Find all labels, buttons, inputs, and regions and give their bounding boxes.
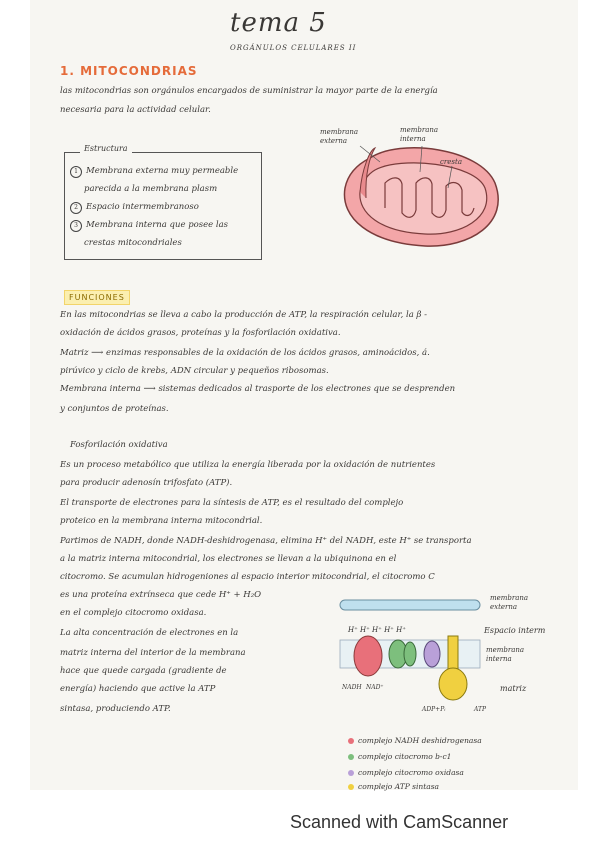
label-nadh: NADH — [342, 684, 362, 691]
fosf-line-7: citocromo. Se acumulan hidrogeniones al espacio interior mitocondrial, el citocromo C — [60, 572, 435, 582]
fosf-line-12: hace que quede cargada (gradiente de — [60, 666, 227, 676]
functions-line-6: y conjuntos de proteínas. — [60, 404, 169, 414]
svg-text:H⁺ H⁺ H⁺ H⁺ H⁺: H⁺ H⁺ H⁺ H⁺ H⁺ — [348, 626, 406, 634]
functions-line-4: pirúvico y ciclo de krebs, ADN circular y pequeños ribosomas. — [60, 366, 329, 376]
label-membrana-externa: membrana externa — [320, 128, 359, 145]
fosf-line-8: es una proteína extrínseca que cede H⁺ + H₂O — [60, 590, 262, 600]
legend-item — [348, 736, 482, 745]
intro-line-2: necesaria para la actividad celular. — [60, 105, 211, 115]
structure-item-text: Espacio intermembranoso — [86, 202, 199, 212]
intro-line-1: las mitocondrias son orgánulos encargados de suministrar la mayor parte de la energía — [60, 86, 438, 96]
label-adp: ADP+Pᵢ — [422, 706, 446, 713]
legend-dot-icon — [348, 738, 354, 744]
structure-label: Estructura — [80, 144, 132, 153]
label-atp: ATP — [474, 706, 487, 713]
functions-line-5: Membrana interna ⟶ sistemas dedicados al trasporte de los electrones que se desprenden — [60, 384, 456, 394]
functions-line-2: oxidación de ácidos grasos, proteínas y la fosforilación oxidativa. — [60, 328, 341, 338]
legend-text: complejo ATP sintasa — [358, 782, 440, 791]
functions-line-1: En las mitocondrias se lleva a cabo la producción de ATP, la respiración celular, la β - — [60, 310, 428, 320]
mitochondrion-diagram — [330, 128, 510, 258]
fosf-line-9: en el complejo citocromo oxidasa. — [60, 608, 207, 618]
fosf-line-5: Partimos de NADH, donde NADH-deshidrogenasa, elimina H⁺ del NADH, este H⁺ se transporta — [60, 536, 472, 546]
label-membrana-interna: membrana interna — [400, 126, 439, 143]
fosforilacion-heading: Fosforilación oxidativa — [70, 440, 168, 450]
funciones-label: FUNCIONES — [64, 290, 130, 305]
fosf-line-1: Es un proceso metabólico que utiliza la energía liberada por la oxidación de nutrientes — [60, 460, 436, 470]
label-chain-membrana-externa: membrana externa — [490, 594, 529, 611]
legend-text: complejo citocromo b-c1 — [358, 752, 452, 761]
camscanner-watermark: Scanned with CamScanner — [290, 812, 509, 832]
structure-item-1 — [70, 162, 238, 181]
legend-item — [348, 752, 451, 761]
structure-item-2 — [70, 198, 199, 217]
fosf-line-3: El transporte de electrones para la síntesis de ATP, es el resultado del complejo — [60, 498, 404, 508]
fosf-line-11: matriz interna del interior de la membrana — [60, 648, 246, 658]
structure-item-text: Membrana interna que posee las — [86, 220, 229, 230]
number-badge: 1 — [70, 166, 82, 178]
label-chain-espacio: Espacio interm — [484, 626, 546, 635]
legend-item — [348, 768, 464, 777]
legend-dot-icon — [348, 784, 354, 790]
electron-transport-diagram — [330, 590, 490, 720]
legend-text: complejo NADH deshidrogenasa — [358, 736, 482, 745]
structure-item-1-cont: parecida a la membrana plasm — [84, 184, 218, 194]
functions-line-3: Matriz ⟶ enzimas responsables de la oxidación de los ácidos grasos, aminoácidos, á. — [60, 348, 430, 358]
number-badge: 3 — [70, 220, 82, 232]
fosf-line-14: sintasa, produciendo ATP. — [60, 704, 171, 714]
number-badge: 2 — [70, 202, 82, 214]
fosf-line-4: proteico en la membrana interna mitocondrial. — [60, 516, 263, 526]
label-chain-matriz: matriz — [500, 684, 527, 693]
label-cresta: cresta — [440, 158, 462, 166]
page-subtitle: ORGÁNULOS CELULARES II — [230, 44, 357, 52]
fosf-line-2: para producir adenosín trifosfato (ATP). — [60, 478, 233, 488]
fosf-line-10: La alta concentración de electrones en la — [60, 628, 239, 638]
fosf-line-13: energía) haciendo que active la ATP — [60, 684, 216, 694]
legend-item — [348, 782, 439, 791]
fosf-line-6: a la matriz interna mitocondrial, los electrones se llevan a la ubiquinona en el — [60, 554, 397, 564]
label-chain-membrana-interna: membrana interna — [486, 646, 525, 663]
structure-item-text: Membrana externa muy permeable — [86, 166, 239, 176]
structure-item-3-cont: crestas mitocondriales — [84, 238, 182, 248]
legend-text: complejo citocromo oxidasa — [358, 768, 464, 777]
label-nad: NAD⁺ — [366, 684, 384, 691]
section-title: 1. MITOCONDRIAS — [60, 64, 198, 78]
legend-dot-icon — [348, 770, 354, 776]
page-title: tema 5 — [230, 8, 327, 38]
legend-dot-icon — [348, 754, 354, 760]
structure-item-3 — [70, 216, 228, 235]
